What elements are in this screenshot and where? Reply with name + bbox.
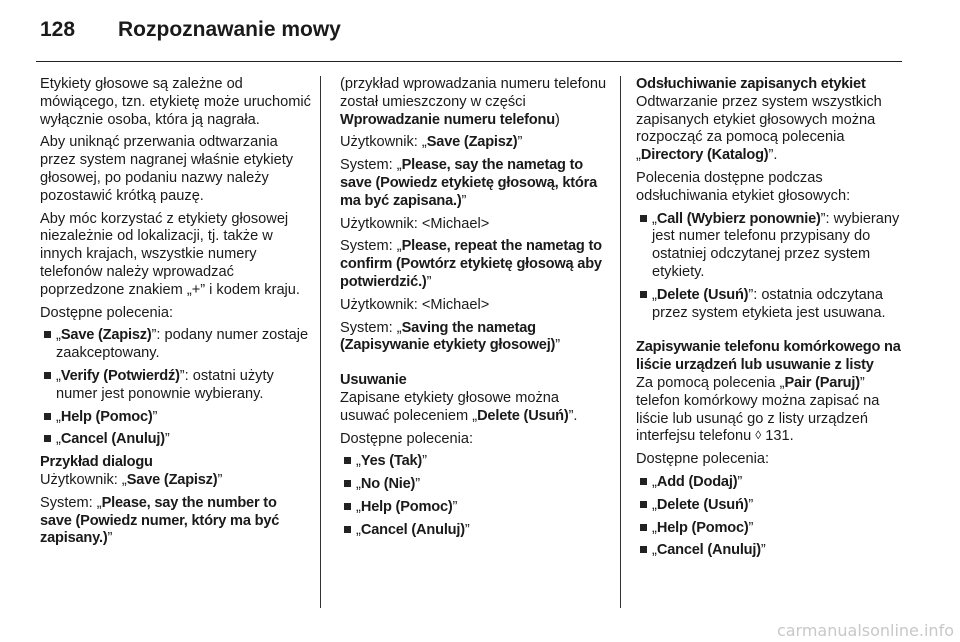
command-list: [40, 327, 312, 449]
commands-label: Dostępne polecenia:: [40, 304, 174, 321]
list-item: „Help (Pomoc)”: [340, 499, 610, 517]
bullet-square-icon: [640, 524, 647, 531]
spacer: [636, 327, 912, 339]
paragraph: Etykiety głosowe są zależne od mówiącego, tzn. etykietę może uruchomić wyłącznie osoba, która ją nagrała.: [40, 76, 311, 128]
page-title: Rozpoznawanie mowy: [118, 18, 341, 41]
bullet-square-icon: [44, 435, 51, 442]
dialog-system-line: System: „Saving the nametag (Zapisywanie etykiety głosowej)”: [340, 319, 561, 354]
list-item: „Delete (Usuń)”: [636, 497, 912, 515]
paragraph: Polecenia dostępne podczas odsłuchiwania etykiet głosowych:: [636, 169, 851, 204]
list-item: „Cancel (Anuluj)”: [340, 522, 610, 540]
section-heading-playback: Odsłuchiwanie zapisanych etykiet: [636, 76, 866, 92]
bullet-square-icon: [44, 413, 51, 420]
dialog-system-line: System: „Please, say the number to save (Powiedz numer, który ma być zapisany.)”: [40, 494, 280, 547]
bullet-square-icon: [640, 501, 647, 508]
list-item: „Verify (Potwierdź)”: ostatni użyty numer jest ponownie wybierany.: [40, 368, 312, 404]
dialog-user-line: Użytkownik: <Michael>: [340, 296, 490, 313]
command-list: [340, 453, 610, 539]
column-divider: [320, 76, 321, 608]
bullet-square-icon: [344, 503, 351, 510]
page-number: 128: [40, 18, 76, 41]
bullet-square-icon: [640, 215, 647, 222]
paragraph: Za pomocą polecenia „Pair (Paruj)” telefon komórkowy można zapisać na liście lub usunąć go z listy urządzeń interfejsu telefonu ◊ 131.: [636, 374, 880, 445]
list-item: „Call (Wybierz ponownie)”: wybierany jest numer telefonu przypisany do ostatniej odczytanej przez system etykiety.: [636, 211, 912, 282]
section-heading-delete: Usuwanie: [340, 372, 407, 389]
commands-label: Dostępne polecenia:: [340, 430, 474, 447]
bullet-square-icon: [344, 526, 351, 533]
paragraph: (przykład wprowadzania numeru telefonu został umieszczony w części Wprowadzanie numeru telefonu): [340, 76, 607, 128]
list-item: „Delete (Usuń)”: ostatnia odczytana przez system etykieta jest usuwana.: [636, 287, 912, 323]
dialog-user-line: Użytkownik: „Save (Zapisz)”: [340, 134, 523, 151]
list-item: „Cancel (Anuluj)”: [636, 542, 912, 560]
column-2: [340, 76, 610, 545]
bullet-square-icon: [344, 457, 351, 464]
dialog-system-line: System: „Please, say the nametag to save (Powiedz etykietę głosową, która ma być zapisana.)”: [340, 157, 598, 209]
bullet-square-icon: [44, 372, 51, 379]
list-item: „No (Nie)”: [340, 476, 610, 494]
paragraph: Odtwarzanie przez system wszystkich zapisanych etykiet głosowych można rozpocząć za pomocą polecenia „Directory (Katalog)”.: [636, 93, 882, 164]
bullet-square-icon: [640, 478, 647, 485]
example-heading: Przykład dialogu: [40, 454, 153, 471]
bullet-square-icon: [640, 291, 647, 298]
command-list: [636, 211, 912, 323]
list-item: „Save (Zapisz)”: podany numer zostaje zaakceptowany.: [40, 327, 312, 363]
list-item: „Help (Pomoc)”: [40, 409, 312, 427]
watermark: carmanualsonline.info: [776, 621, 954, 640]
dialog-system-line: System: „Please, repeat the nametag to confirm (Powtórz etykietę głosową aby potwierdzić.)”: [340, 238, 602, 290]
list-item: „Yes (Tak)”: [340, 453, 610, 471]
bullet-square-icon: [640, 546, 647, 553]
page-reference-icon: ◊: [755, 428, 762, 443]
column-3: [636, 76, 912, 565]
command-list: [636, 474, 912, 560]
paragraph: Aby móc korzystać z etykiety głosowej niezależnie od lokalizacji, tj. także w innych krajach, wszystkie numery telefonów należy wprowadzać poprzedzone znakiem „+” i kodem kraju.: [40, 210, 300, 298]
column-1: [40, 76, 312, 553]
bullet-square-icon: [344, 480, 351, 487]
list-item: „Help (Pomoc)”: [636, 520, 912, 538]
column-divider: [620, 76, 621, 608]
paragraph: Zapisane etykiety głosowe można usuwać poleceniem „Delete (Usuń)”.: [340, 389, 578, 424]
paragraph: Aby uniknąć przerwania odtwarzania przez system nagranej właśnie etykiety głosowej, po podaniu nazwy należy pozostawić krótką pauzę.: [40, 134, 294, 204]
spacer: [340, 360, 610, 372]
bullet-square-icon: [44, 331, 51, 338]
page-header: [40, 18, 341, 54]
header-rule: [36, 61, 902, 62]
dialog-user-line: Użytkownik: <Michael>: [340, 215, 490, 232]
section-heading-pairing: Zapisywanie telefonu komórkowego na liście urządzeń lub usuwanie z listy: [636, 339, 901, 374]
list-item: „Cancel (Anuluj)”: [40, 431, 312, 449]
list-item: „Add (Dodaj)”: [636, 474, 912, 492]
dialog-user-line: Użytkownik: „Save (Zapisz)”: [40, 471, 223, 488]
commands-label: Dostępne polecenia:: [636, 451, 770, 468]
